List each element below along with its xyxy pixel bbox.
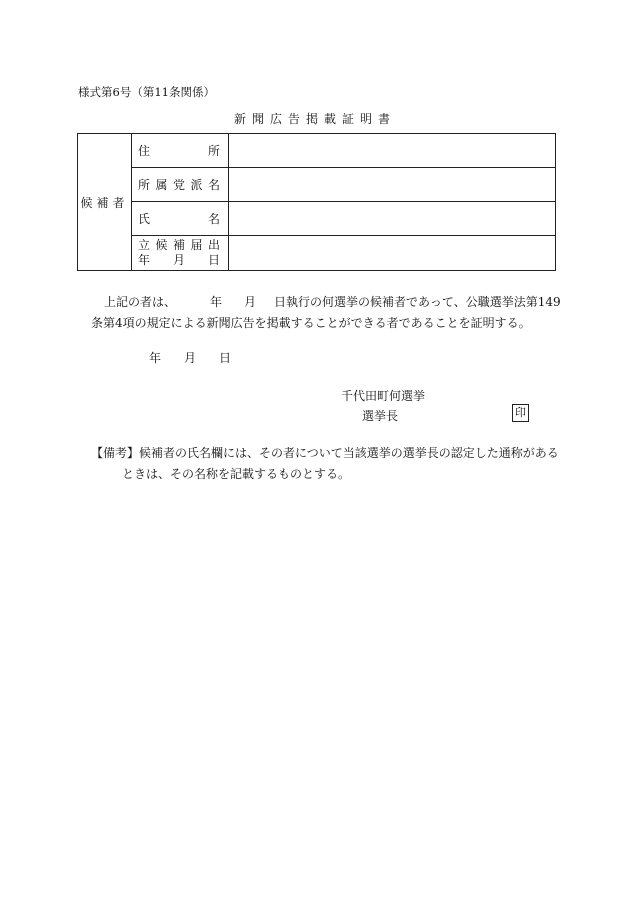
issuer-title: 選挙長: [362, 409, 399, 423]
candidacy-filing-date-label: 立 候 補 届 出 年 月 日: [132, 236, 229, 271]
form-number: 様式第6号（第11条関係）: [78, 85, 215, 99]
remarks-line-1: 【備考】候補者の氏名欄には、その者について当該選挙の選挙長の認定した通称がある: [91, 446, 559, 460]
candidate-group-label: 候補者: [78, 134, 132, 271]
name-value: [229, 202, 556, 236]
candidacy-filing-date-value: [229, 236, 556, 271]
certification-line-2: 条第4項の規定による新聞広告を掲載することができる者であることを証明する。: [91, 316, 531, 330]
issuer-organization: 千代田町何選挙: [341, 389, 426, 403]
remarks-line-2: ときは、その名称を記載するものとする。: [122, 467, 351, 481]
name-label: 氏 名: [132, 202, 229, 236]
party-affiliation-label: 所 属 党 派 名: [132, 168, 229, 202]
party-affiliation-value: [229, 168, 556, 202]
candidate-table: [77, 133, 556, 271]
seal-mark: 印: [512, 404, 529, 422]
certification-line-1: 上記の者は、 年 月 日執行の何選挙の候補者であって、公職選挙法第149: [104, 295, 561, 309]
address-value: [229, 134, 556, 168]
issue-date: 年 月 日: [149, 351, 232, 365]
address-label: 住 所: [132, 134, 229, 168]
document-title: 新聞広告掲載証明書: [233, 112, 396, 126]
